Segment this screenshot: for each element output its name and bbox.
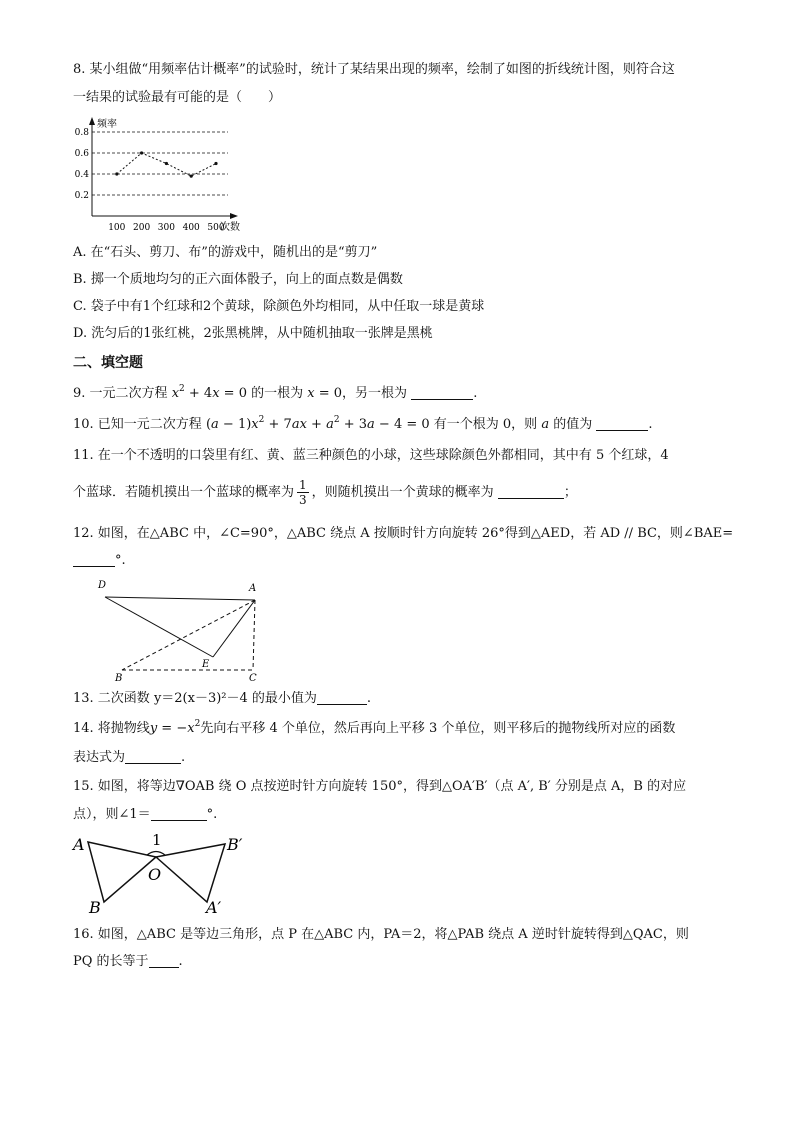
segment-AE — [213, 600, 255, 657]
triangle-OAprimeBprime — [156, 844, 225, 902]
segment-AB — [122, 600, 255, 670]
q13-answer-blank — [317, 690, 367, 705]
data-point — [214, 162, 217, 165]
q14-line2: 表达式为 . — [73, 750, 186, 765]
x-axis-arrow — [230, 213, 238, 219]
q13: 13. 二次函数 y＝2(x－3)²－4 的最小值为 . — [73, 691, 372, 706]
x-tick-label: 300 — [157, 223, 175, 233]
segment-DE — [105, 597, 213, 657]
q11-line1: 11. 在一个不透明的口袋里有红、黄、蓝三种颜色的小球，这些球除颜色外都相同，其中有 5 个红球，4 — [73, 448, 669, 463]
label-D: D — [98, 580, 107, 591]
q16-answer-blank — [149, 953, 179, 968]
q12-rotation-figure — [95, 574, 270, 684]
y-tick-label: 0.6 — [74, 149, 89, 159]
label-1: 1 — [152, 831, 162, 849]
label-Bprime: B′ — [227, 835, 243, 854]
frequency-line-chart — [70, 113, 250, 235]
q8-stem-line2: 一结果的试验最有可能的是（ ） — [73, 90, 282, 105]
triangle-OAB — [88, 842, 156, 902]
label-C: C — [249, 673, 257, 684]
q12-answer-blank — [73, 552, 115, 567]
q15-line1: 15. 如图，将等边∇OAB 绕 O 点按逆时针方向旋转 150°，得到△OA′B′（点 A′, B′ 分别是点 A，B 的对应 — [73, 779, 687, 794]
q10-answer-blank — [596, 416, 648, 431]
x-tick-label: 200 — [133, 223, 151, 233]
q11-answer-blank — [498, 484, 564, 499]
label-A: A — [249, 583, 257, 594]
angle-1-arc — [147, 852, 165, 856]
x-tick-label: 400 — [182, 223, 200, 233]
q8-option-a: A. 在“石头、剪刀、布”的游戏中，随机出的是“剪刀” — [73, 245, 378, 260]
data-point — [140, 151, 143, 154]
y-tick-label: 0.2 — [74, 191, 89, 201]
q9: 9. 一元二次方程 $x^2 + 4x = 0$ 的一根为 x = 0，另一根为 . — [73, 384, 478, 401]
data-point — [190, 175, 193, 178]
y-axis-label: 频率 — [97, 119, 117, 130]
q15-rotation-figure — [70, 830, 255, 920]
q8-stem-line1: 8. 某小组做“用频率估计概率”的试验时，统计了某结果出现的频率，绘制了如图的折线统计图，则符合这 — [73, 62, 675, 77]
q15-line2: 点），则∠1＝ °. — [73, 807, 218, 822]
label-B: B — [115, 673, 123, 684]
x-tick-label: 100 — [108, 223, 126, 233]
x-tick-label: 500 — [207, 223, 225, 233]
label-E: E — [202, 659, 210, 670]
q11-line2: 个蓝球．若随机摸出一个蓝球的概率为 $\frac{1}{3}$ ，则随机摸出一个黄球的概率为 ； — [73, 478, 577, 507]
q12-line2: °. — [73, 551, 126, 571]
segment-AC — [253, 600, 255, 670]
x-axis-label: 次数 — [220, 222, 240, 233]
data-point — [115, 172, 118, 175]
y-tick-label: 0.8 — [74, 128, 89, 138]
label-Aprime: A′ — [206, 898, 222, 917]
q11-fraction: $\frac{1}{3}$ — [299, 478, 307, 507]
y-axis-arrow — [89, 117, 95, 125]
q9-answer-blank — [411, 385, 473, 400]
label-O: O — [148, 865, 162, 884]
q14-answer-blank — [125, 749, 181, 764]
y-tick-label: 0.4 — [74, 170, 89, 180]
q16-line1: 16. 如图，△ABC 是等边三角形，点 P 在△ABC 内，PA＝2，将△PAB 绕点 A 逆时针旋转得到△QAC，则 — [73, 927, 689, 942]
q8-option-b: B. 掷一个质地均匀的正六面体骰子，向上的面点数是偶数 — [73, 272, 403, 287]
q12-line1: 12. 如图，在△ABC 中，∠C=90°，△ABC 绕点 A 按顺时针方向旋转 26°得到△AED，若 AD // BC，则∠BAE= — [73, 526, 734, 541]
section-title: 二、填空题 — [73, 355, 143, 371]
label-A: A — [73, 835, 85, 854]
q8-option-c: C. 袋子中有1个红球和2个黄球，除颜色外均相同，从中任取一球是黄球 — [73, 299, 485, 314]
q10: 10. 已知一元二次方程 $(a - 1)x^2 + 7ax + a^2 + 3a - 4 = 0$ 有一个根为 0，则 a 的值为 . — [73, 415, 653, 432]
data-point — [165, 162, 168, 165]
segment-DA — [105, 597, 255, 600]
q16-line2: PQ 的长等于 . — [73, 954, 183, 969]
q15-answer-blank — [151, 806, 207, 821]
label-B: B — [89, 898, 101, 917]
q14-line1: 14. 将抛物线$y = -x^2$先向右平移 4 个单位，然后再向上平移 3 个单位，则平移后的抛物线所对应的函数 — [73, 719, 676, 736]
q8-option-d: D. 洗匀后的1张红桃，2张黑桃牌，从中随机抽取一张牌是黑桃 — [73, 326, 433, 341]
